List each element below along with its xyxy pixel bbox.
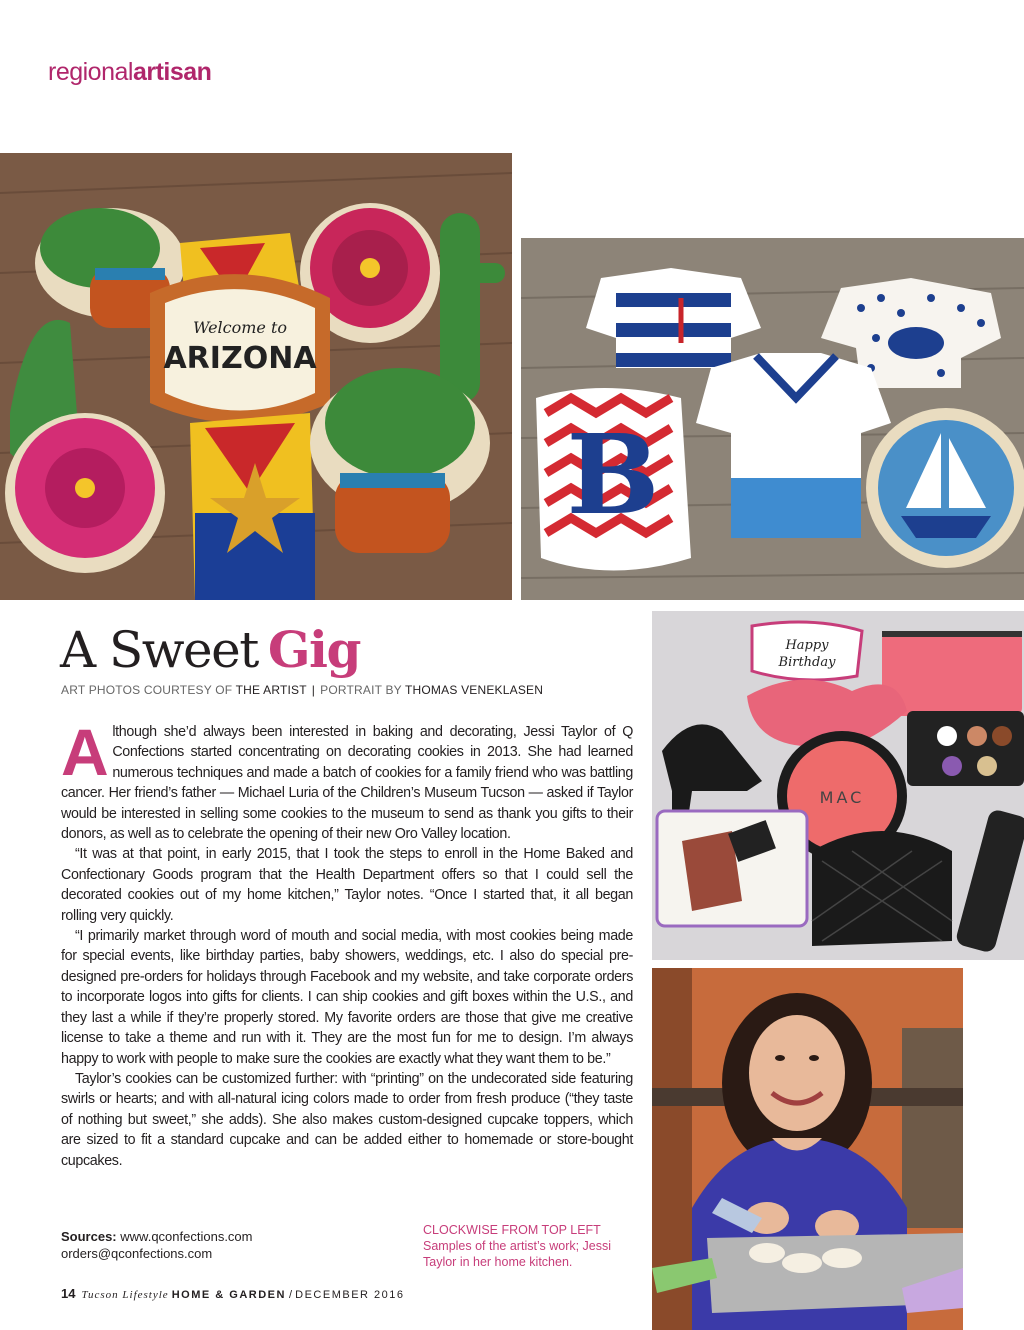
photo-caption xyxy=(423,1222,623,1270)
drop-cap: A xyxy=(61,715,109,789)
paragraph: “It was at that point, in early 2015, that I took the steps to enroll in the Home Baked and Confectionary Goods program that the Health Department offers so that I could sell the decorated cookies out of my home kitchen,” Taylor notes. “Once I started that, it all began rolling very quickly. xyxy=(61,846,633,924)
page-footer xyxy=(61,1286,405,1301)
magazine-name: Tucson Lifestyle xyxy=(81,1289,169,1301)
section-tag xyxy=(48,58,211,87)
paragraph: Taylor’s cookies can be customized further: with “printing” on the undecorated side featuring swirls or hearts; and with all-natural icing colors made to order from fresh produce (“they taste of nothing but sweet,” she adds). She also makes custom-designed cupcake toppers, which are sized to fit a standard cupcake and can be added either to homemade or store-bought cupcakes. xyxy=(61,1070,633,1169)
title-part-2: Gig xyxy=(267,620,360,679)
title-part-1: A Sweet xyxy=(60,621,258,679)
credits-separator: | xyxy=(311,683,316,697)
credits-photo-caption: ART PHOTOS COURTESY OF xyxy=(61,683,233,697)
cookie-text-mac: MAC xyxy=(819,788,865,807)
issue-date: DECEMBER 2016 xyxy=(295,1289,405,1301)
sources-label: Sources: xyxy=(61,1229,117,1244)
article-title xyxy=(60,620,360,679)
credits-photo-name: THE ARTIST xyxy=(235,683,307,697)
sources-website[interactable]: www.qconfections.com xyxy=(120,1229,253,1244)
photo-makeup-cookies xyxy=(652,611,1024,960)
footer-separator: / xyxy=(289,1289,293,1301)
photo-credits xyxy=(61,683,543,697)
cookie-text-happy: Happy xyxy=(785,638,829,653)
photo-nautical-cookies xyxy=(521,238,1024,600)
photo-arizona-cookies xyxy=(0,153,512,600)
article-body xyxy=(61,715,633,1171)
sources-email[interactable]: orders@qconfections.com xyxy=(61,1246,213,1261)
cookie-text-arizona: ARIZONA xyxy=(163,341,317,376)
cookie-letter-b: B xyxy=(566,410,660,539)
cookie-text-birthday: Birthday xyxy=(778,655,836,670)
paragraph xyxy=(61,715,633,844)
page-number: 14 xyxy=(61,1286,76,1301)
photo-portrait xyxy=(652,968,963,1330)
credits-portrait-name: THOMAS VENEKLASEN xyxy=(405,683,544,697)
magazine-section: HOME & GARDEN xyxy=(171,1289,286,1301)
paragraph-text: lthough she’d always been interested in baking and decorating, Jessi Taylor of Q Confections started concentrating on decorating cookies in 2013. She had learned numerous techniques and made a batch of cookies for a family friend who was battling cancer. Her friend’s father — Michael Luria of the Children’s Museum Tucson — asked if Taylor would be interested in selling some cookies to the museum to send as thank you gifts to their donors, as well as to celebrate the opening of their new Oro Valley location. xyxy=(61,724,633,843)
credits-portrait-caption: PORTRAIT BY xyxy=(320,683,402,697)
paragraph: “I primarily market through word of mouth and social media, with most cookies being made for special events, like birthday parties, baby showers, weddings, etc. I also do special pre-designed pre-orders for holidays through Facebook and my website, and take corporate orders to incorporate logos into gifts for clients. I can ship cookies and gift boxes within the U.S., and they last a while if they’re properly stored. My favorite orders are those that give me creative license to take a theme and run with it. They are the most fun for me to design. I’m always happy to work with people to make sure the cookies are exactly what they want them to be.” xyxy=(61,928,633,1067)
section-tag-regional: regional xyxy=(48,58,133,86)
sources xyxy=(61,1228,253,1262)
cookie-text-welcome: Welcome to xyxy=(192,318,288,337)
caption-heading: CLOCKWISE FROM TOP LEFT xyxy=(423,1223,601,1237)
section-tag-artisan: artisan xyxy=(132,58,212,86)
caption-text: Samples of the artist’s work; Jessi Taylor in her home kitchen. xyxy=(423,1239,612,1269)
